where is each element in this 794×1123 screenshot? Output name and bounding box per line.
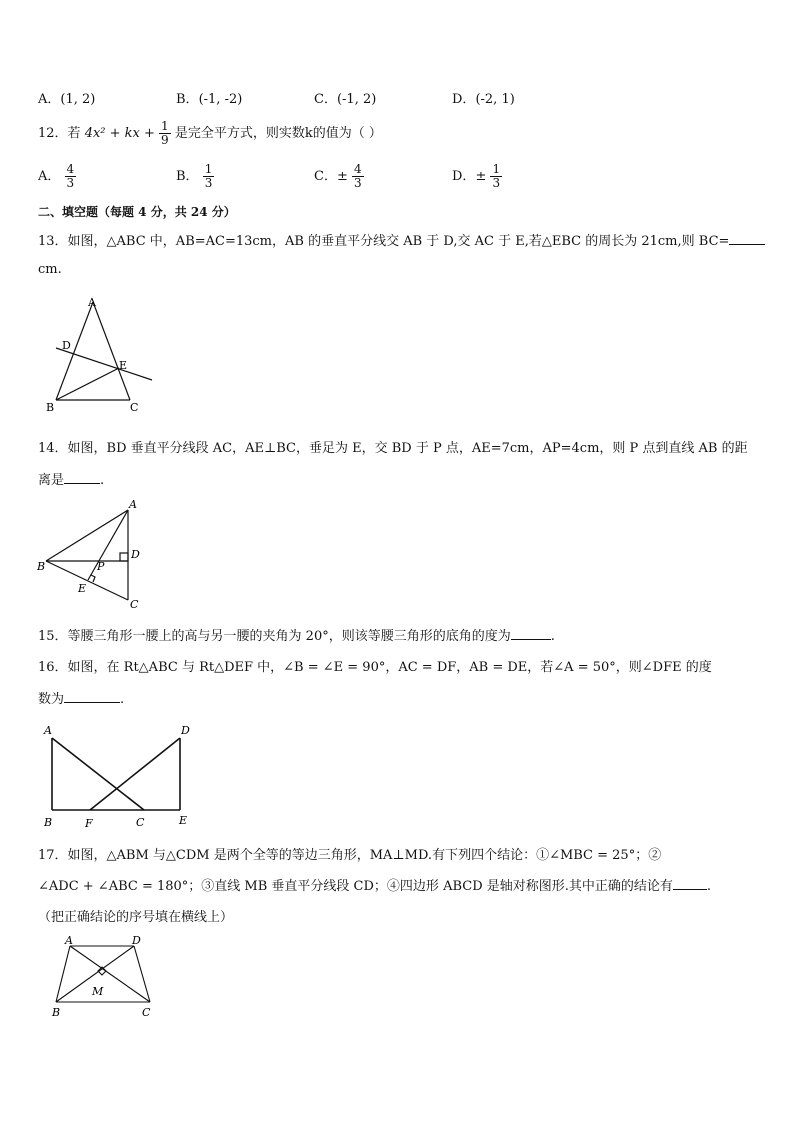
answer-blank[interactable] [64,690,120,703]
question-text: 15．等腰三角形一腰上的高与另一腰的夹角为 20°，则该等腰三角形的底角的度为 [38,629,511,644]
label-m: M [92,985,104,998]
question-text: 数为 [38,692,65,707]
option-letter: B． [176,169,199,184]
label-c: C [130,401,139,414]
fraction-numerator: 4 [66,162,75,176]
label-d: D [62,339,71,352]
math-expression: 4x² + kx + [84,126,160,141]
label-e: E [179,814,188,827]
q13-line-2: cm. [38,262,62,277]
label-b: B [37,560,46,573]
question-text: 离是 [38,473,65,488]
question-text-end: . [120,692,125,707]
fraction-numerator: 1 [161,119,169,133]
option-letter: D． [452,169,476,184]
option-sign: ± [336,169,348,184]
answer-blank[interactable] [64,471,100,484]
fraction-denominator: 3 [492,176,501,190]
q14-line-2 [38,469,104,488]
answer-blank[interactable] [511,627,551,640]
label-e: E [78,582,87,595]
label-d: D [132,934,141,947]
label-a: A [65,934,73,947]
fraction [490,163,502,190]
fraction-numerator: 4 [354,162,362,176]
option-text: (-1, -2) [198,92,243,107]
label-e: E [119,359,128,372]
option-text: (1, 2) [60,92,96,107]
question-text-end: . [100,473,105,488]
section-title: 二、填空题（每题 4 分，共 24 分） [38,205,236,219]
fraction [203,163,215,190]
label-d: D [131,548,140,561]
q15-line [38,625,555,644]
question-text: 13．如图，△ABC 中，AB=AC=13cm，AB 的垂直平分线交 AB 于 D,交 AC 于 E,若△EBC 的周长为 21cm,则 BC= [38,234,730,249]
label-c: C [136,816,145,829]
answer-blank[interactable] [729,232,765,245]
label-c: C [130,598,139,611]
label-b: B [44,816,53,829]
q12-option-c [314,163,364,190]
label-a: A [129,498,137,511]
q13-line-1 [38,230,765,249]
question-text: ∠ADC + ∠ABC = 180°；③直线 MB 垂直平分线段 CD；④四边形 ABCD 是轴对称图形.其中正确的结论有 [38,879,673,894]
q12-option-b [176,163,214,190]
option-letter: C． [314,169,337,184]
answer-blank[interactable] [673,877,707,890]
q12-option-d [452,163,502,190]
fraction-denominator: 3 [66,176,75,190]
option-letter: C． [314,92,337,107]
fraction [352,163,364,190]
fraction-numerator: 1 [204,162,213,176]
q11-option-a [38,88,95,107]
q12-question [38,120,382,147]
label-p: P [97,560,105,573]
label-c: C [142,1006,151,1019]
fraction-denominator: 9 [161,133,169,147]
option-letter: D． [452,92,476,107]
option-letter: A． [38,92,61,107]
label-f: F [85,817,93,830]
option-text: (-2, 1) [475,92,515,107]
fraction-denominator: 3 [204,176,213,190]
q11-option-d [452,88,515,107]
label-a: A [88,296,96,309]
q16-line-1: 16．如图，在 Rt△ABC 与 Rt△DEF 中，∠B = ∠E = 90°，AC = DF，AB = DE，若∠A = 50°，则∠DFE 的度 [38,660,712,675]
q14-figure [34,496,154,616]
q16-line-2 [38,688,124,707]
label-b: B [46,401,55,414]
fraction-denominator: 3 [354,176,362,190]
question-number: 12．若 [38,126,81,141]
option-letter: B． [176,92,199,107]
q11-option-b [176,88,242,107]
q17-figure [46,932,166,1024]
option-text: (-1, 2) [336,92,377,107]
option-letter: A． [38,169,61,184]
label-b: B [52,1006,61,1019]
option-sign: ± [475,169,487,184]
fraction [65,163,77,190]
question-text: 是完全平方式，则实数k的值为（ ） [174,126,382,141]
q17-line-2 [38,875,711,894]
question-text-end: . [706,879,712,894]
q16-figure [38,718,198,833]
fraction-numerator: 1 [492,162,501,176]
q14-line-1: 14．如图，BD 垂直平分线段 AC，AE⊥BC，垂足为 E，交 BD 于 P 点，AE=7cm，AP=4cm，则 P 点到直线 AB 的距 [38,441,748,456]
q17-line-3: （把正确结论的序号填在横线上） [38,910,234,925]
fraction [159,120,171,147]
q12-option-a [38,163,76,190]
q13-figure [40,292,165,417]
question-text-end: . [550,629,555,644]
q17-line-1: 17．如图，△ABM 与△CDM 是两个全等的等边三角形，MA⊥MD.有下列四个结论：①∠MBC = 25°；② [38,848,662,863]
q11-option-c [314,88,376,107]
label-d: D [181,724,190,737]
label-a: A [44,724,52,737]
